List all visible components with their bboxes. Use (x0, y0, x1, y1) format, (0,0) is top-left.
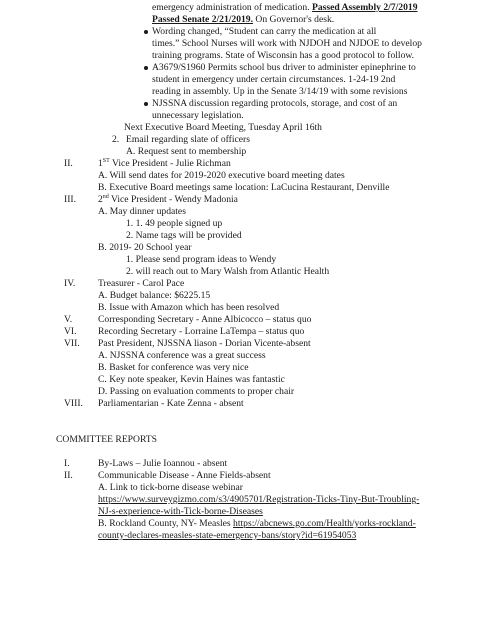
committee-heading: COMMITTEE REPORTS (56, 434, 157, 445)
email-item: Email regarding slate of officers (126, 134, 250, 145)
email-sub-a: A. Request sent to membership (126, 146, 247, 157)
officer-sub-item: A. Will send dates for 2019-2020 executive board meeting dates (98, 170, 345, 181)
officer-sub-sub-item: 2. will reach out to Mary Walsh from Atlantic Health (126, 266, 330, 277)
officer-sub-sub-item: 2. Name tags will be provided (126, 230, 242, 241)
bullet-line: times.” School Nurses will work with NJDOH and NJDOE to develop (152, 38, 422, 49)
officer-sub-sub-item: 1. Please send program ideas to Wendy (126, 254, 277, 265)
email-number: 2. (112, 134, 120, 145)
bullet-line: student in emergency under certain circumstances. 1-24-19 2nd (152, 74, 396, 85)
lead-text: emergency administration of medication. (152, 2, 310, 13)
officer-sub-item: B. Executive Board meetings same location: LaCucina Restaurant, Denville (98, 182, 390, 193)
lead-line-2 (152, 14, 334, 27)
passed-senate: Passed Senate 2/21/2019. (152, 14, 254, 25)
officer-sub-sub-item: 1. 1. 49 people signed up (126, 218, 223, 229)
officer-sub-item: D. Passing on evaluation comments to proper chair (98, 386, 295, 397)
measles-link[interactable]: https://abcnews.go.com/Health/yorks-rockland- (233, 518, 416, 529)
committee-sub-b (98, 518, 416, 531)
officer-title: Past President, NJSSNA liason - Dorian Vicente-absent (98, 338, 311, 349)
officer-title: Parliamentarian - Kate Zenna - absent (98, 398, 244, 409)
next-meeting: Next Executive Board Meeting, Tuesday April 16th (124, 122, 322, 133)
officer-number: VIII. (64, 398, 83, 409)
committee-sub-a: A. Link to tick-borne disease webinar (98, 482, 243, 493)
bullet-line: reading in assembly. Up in the Senate 3/14/19 with some revisions (152, 86, 408, 97)
officer-sub-item: A. May dinner updates (98, 206, 186, 217)
officer-sub-item: B. Basket for conference was very nice (98, 362, 249, 373)
measles-link-continued[interactable]: county-declares-measles-state-emergency-bans/story?id=61954053 (98, 530, 357, 541)
bullet-dot (144, 102, 148, 106)
bullet-line: Wording changed, “Student can carry the medication at all (152, 26, 377, 37)
officer-number: II. (64, 158, 73, 169)
committee-number: II. (64, 470, 73, 481)
passed-assembly: Passed Assembly 2/7/2019 (311, 2, 418, 13)
officer-number: IV. (64, 278, 76, 289)
officer-title: Treasurer - Carol Pace (98, 278, 185, 289)
bullet-line: unnecessary legislation. (152, 110, 244, 121)
officer-number: VII. (64, 338, 80, 349)
bullet-line: training programs. State of Wisconsin has a good protocol to follow. (152, 50, 415, 61)
officer-number: VI. (64, 326, 77, 337)
bullet-dot (144, 30, 148, 34)
bullet-line: A3679/S1960 Permits school bus driver to administer epinephrine to (152, 62, 416, 73)
officer-number: V. (64, 314, 73, 325)
committee-number: I. (64, 458, 70, 469)
officer-sub-item: B. 2019- 20 School year (98, 242, 192, 253)
officer-title: 1ST Vice President - Julie Richman (98, 157, 231, 169)
governor-status: On Governor's desk. (255, 14, 335, 25)
lead-line-1 (152, 2, 418, 15)
bullet-dot (144, 66, 148, 70)
officer-number: III. (64, 194, 76, 205)
bullet-line: NJSSNA discussion regarding protocols, storage, and cost of an (152, 98, 398, 109)
officer-title: Corresponding Secretary - Anne Albicocco – status quo (98, 314, 312, 325)
webinar-link[interactable]: https://www.surveygizmo.com/s3/4905701/Registration-Ticks-Tiny-But-Troubling- (98, 494, 420, 505)
committee-item: By-Laws – Julie Ioannou - absent (98, 458, 228, 469)
officer-sub-item: C. Key note speaker, Kevin Haines was fantastic (98, 374, 285, 385)
webinar-link-continued[interactable]: NJ-s-experience-with-Tick-borne-Diseases (98, 506, 263, 517)
officer-title: 2nd Vice President - Wendy Madonia (98, 193, 238, 205)
officer-title: Recording Secretary - Lorraine LaTempa – status quo (98, 326, 305, 337)
officer-sub-item: A. Budget balance: $6225.15 (98, 290, 211, 301)
measles-label: B. Rockland County, NY- Measles (98, 518, 231, 529)
officer-sub-item: A. NJSSNA conference was a great success (98, 350, 266, 361)
committee-item: Communicable Disease - Anne Fields-absent (98, 470, 271, 481)
officer-sub-item: B. Issue with Amazon which has been resolved (98, 302, 280, 313)
